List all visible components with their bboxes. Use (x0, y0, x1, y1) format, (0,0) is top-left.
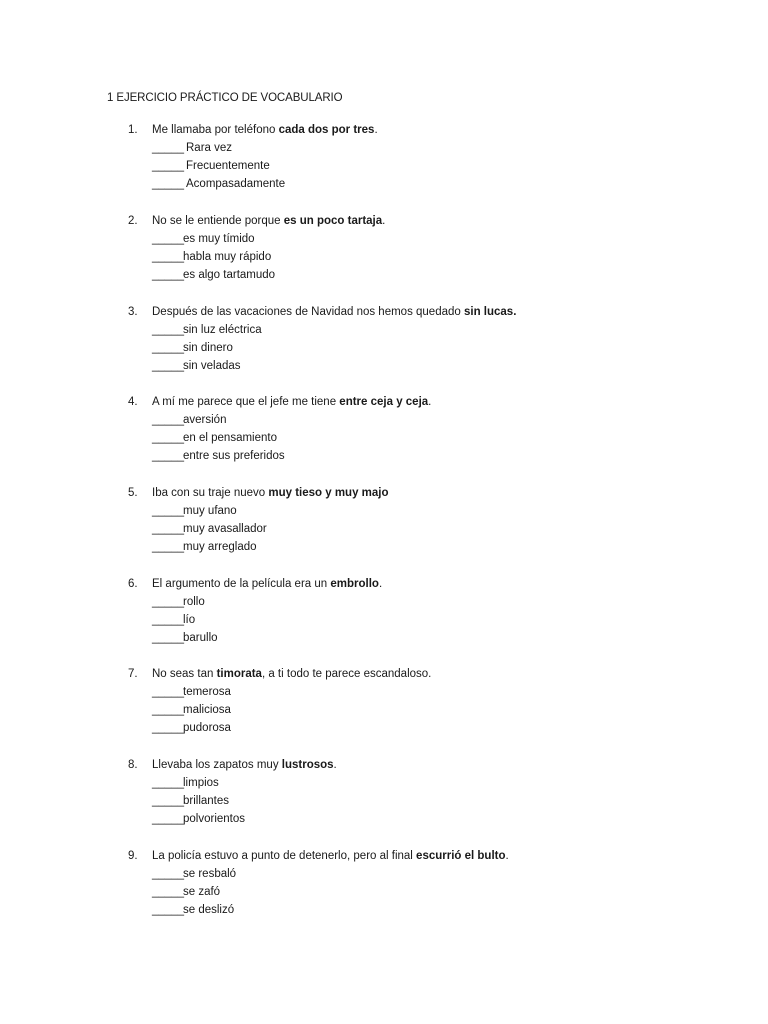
stem-text: Llevaba los zapatos muy (152, 759, 282, 771)
answer-blank[interactable]: _____ (152, 523, 184, 535)
question-stem (0, 847, 768, 865)
question-text (152, 484, 389, 502)
stem-text-end: . (333, 759, 337, 771)
question-stem (0, 484, 768, 502)
option-label: se resbaló (183, 868, 237, 880)
answer-option (0, 266, 768, 284)
question-number: 8. (128, 759, 138, 771)
stem-text: A mí me parece que el jefe me tiene (152, 396, 340, 408)
question-2 (0, 212, 768, 284)
option-label: se deslizó (183, 904, 235, 916)
answer-option (0, 339, 768, 357)
answer-blank[interactable]: _____ (152, 777, 184, 789)
question-stem (0, 303, 768, 321)
option-label: sin luz eléctrica (183, 324, 262, 336)
question-text (152, 756, 337, 774)
stem-text: No se le entiende porque (152, 215, 284, 227)
question-number: 5. (128, 487, 138, 499)
answer-blank[interactable]: _____ (152, 178, 184, 190)
answer-option (0, 447, 768, 465)
question-stem (0, 756, 768, 774)
answer-blank[interactable]: _____ (152, 886, 184, 898)
answer-blank[interactable]: _____ (152, 414, 184, 426)
option-label: es algo tartamudo (183, 269, 276, 281)
answer-option (0, 230, 768, 248)
question-text (152, 575, 382, 593)
option-label: temerosa (183, 686, 231, 698)
stem-text-end: . (374, 124, 378, 136)
question-text (152, 121, 378, 139)
answer-option (0, 139, 768, 157)
stem-text-end: , a ti todo te parece escandaloso. (261, 668, 432, 680)
option-label: muy ufano (183, 505, 237, 517)
answer-blank[interactable]: _____ (152, 342, 184, 354)
answer-option (0, 538, 768, 556)
question-text (152, 212, 385, 230)
answer-blank[interactable]: _____ (152, 505, 184, 517)
question-3 (0, 303, 768, 375)
question-number: 1. (128, 124, 138, 136)
answer-option (0, 429, 768, 447)
option-label: Rara vez (186, 142, 233, 154)
answer-option (0, 719, 768, 737)
question-text (152, 665, 431, 683)
answer-option (0, 593, 768, 611)
option-label: sin dinero (183, 342, 233, 354)
option-label: limpios (183, 777, 219, 789)
answer-option (0, 502, 768, 520)
option-label: muy avasallador (183, 523, 267, 535)
answer-option (0, 175, 768, 193)
question-9 (0, 847, 768, 919)
answer-blank[interactable]: _____ (152, 432, 184, 444)
option-label: se zafó (183, 886, 221, 898)
option-label: aversión (183, 414, 227, 426)
document-title: 1 EJERCICIO PRÁCTICO DE VOCABULARIO (107, 92, 343, 104)
stem-text-end: . (428, 396, 432, 408)
option-label: habla muy rápido (183, 251, 272, 263)
question-stem (0, 665, 768, 683)
stem-text: El argumento de la película era un (152, 578, 331, 590)
question-number: 7. (128, 668, 138, 680)
question-number: 9. (128, 850, 138, 862)
answer-blank[interactable]: _____ (152, 868, 184, 880)
answer-blank[interactable]: _____ (152, 904, 184, 916)
question-stem (0, 575, 768, 593)
answer-option (0, 248, 768, 266)
stem-text: Me llamaba por teléfono (152, 124, 279, 136)
answer-blank[interactable]: _____ (152, 813, 184, 825)
stem-text: La policía estuvo a punto de detenerlo, pero al final (152, 850, 417, 862)
option-label: es muy tímido (183, 233, 255, 245)
answer-option (0, 611, 768, 629)
answer-option (0, 629, 768, 647)
answer-option (0, 411, 768, 429)
answer-option (0, 865, 768, 883)
answer-option (0, 810, 768, 828)
answer-option (0, 321, 768, 339)
answer-blank[interactable]: _____ (152, 360, 184, 372)
answer-blank[interactable]: _____ (152, 722, 184, 734)
answer-option (0, 883, 768, 901)
answer-blank[interactable]: _____ (152, 686, 184, 698)
answer-blank[interactable]: _____ (152, 541, 184, 553)
option-label: Frecuentemente (186, 160, 270, 172)
target-expression: cada dos por tres (278, 124, 375, 136)
answer-blank[interactable]: _____ (152, 324, 184, 336)
answer-option (0, 520, 768, 538)
question-stem (0, 121, 768, 139)
option-label: en el pensamiento (183, 432, 277, 444)
option-label: entre sus preferidos (183, 450, 285, 462)
option-label: muy arreglado (183, 541, 257, 553)
answer-option (0, 357, 768, 375)
question-4 (0, 393, 768, 465)
answer-option (0, 683, 768, 701)
answer-blank[interactable]: _____ (152, 142, 184, 154)
option-label: Acompasadamente (186, 178, 286, 190)
question-number: 3. (128, 306, 138, 318)
answer-blank[interactable]: _____ (152, 251, 184, 263)
question-number: 2. (128, 215, 138, 227)
answer-blank[interactable]: _____ (152, 632, 184, 644)
option-label: sin veladas (183, 360, 241, 372)
question-text (152, 393, 431, 411)
option-label: pudorosa (183, 722, 231, 734)
stem-text: Iba con su traje nuevo (152, 487, 269, 499)
option-label: rollo (183, 596, 205, 608)
question-1 (0, 121, 768, 193)
target-expression: lustrosos (281, 759, 334, 771)
answer-blank[interactable]: _____ (152, 233, 184, 245)
stem-text-end: . (382, 215, 386, 227)
answer-blank[interactable]: _____ (152, 795, 184, 807)
question-5 (0, 484, 768, 556)
answer-blank[interactable]: _____ (152, 614, 184, 626)
question-text (152, 847, 509, 865)
option-label: brillantes (183, 795, 230, 807)
question-stem (0, 212, 768, 230)
stem-text: No seas tan (152, 668, 217, 680)
answer-option (0, 901, 768, 919)
answer-option (0, 774, 768, 792)
stem-text-end: . (505, 850, 509, 862)
question-8 (0, 756, 768, 828)
target-expression: embrollo (330, 578, 379, 590)
question-number: 4. (128, 396, 138, 408)
question-number: 6. (128, 578, 138, 590)
stem-text-end: . (378, 578, 383, 590)
target-expression: es un poco tartaja (283, 215, 383, 227)
answer-option (0, 701, 768, 719)
option-label: maliciosa (183, 704, 231, 716)
question-stem (0, 393, 768, 411)
option-label: polvorientos (183, 813, 246, 825)
question-text (152, 303, 516, 321)
question-6 (0, 575, 768, 647)
target-expression: sin lucas. (463, 306, 517, 318)
target-expression: entre ceja y ceja (339, 396, 429, 408)
stem-text: Después de las vacaciones de Navidad nos hemos quedado (152, 306, 464, 318)
answer-blank[interactable]: _____ (152, 269, 184, 281)
option-label: lío (183, 614, 196, 626)
option-label: barullo (183, 632, 218, 644)
answer-option (0, 792, 768, 810)
question-7 (0, 665, 768, 737)
answer-blank[interactable]: _____ (152, 450, 184, 462)
target-expression: timorata (216, 668, 262, 680)
answer-blank[interactable]: _____ (152, 704, 184, 716)
answer-blank[interactable]: _____ (152, 160, 184, 172)
target-expression: muy tieso y muy majo (268, 487, 389, 499)
answer-blank[interactable]: _____ (152, 596, 184, 608)
target-expression: escurrió el bulto (416, 850, 506, 862)
answer-option (0, 157, 768, 175)
